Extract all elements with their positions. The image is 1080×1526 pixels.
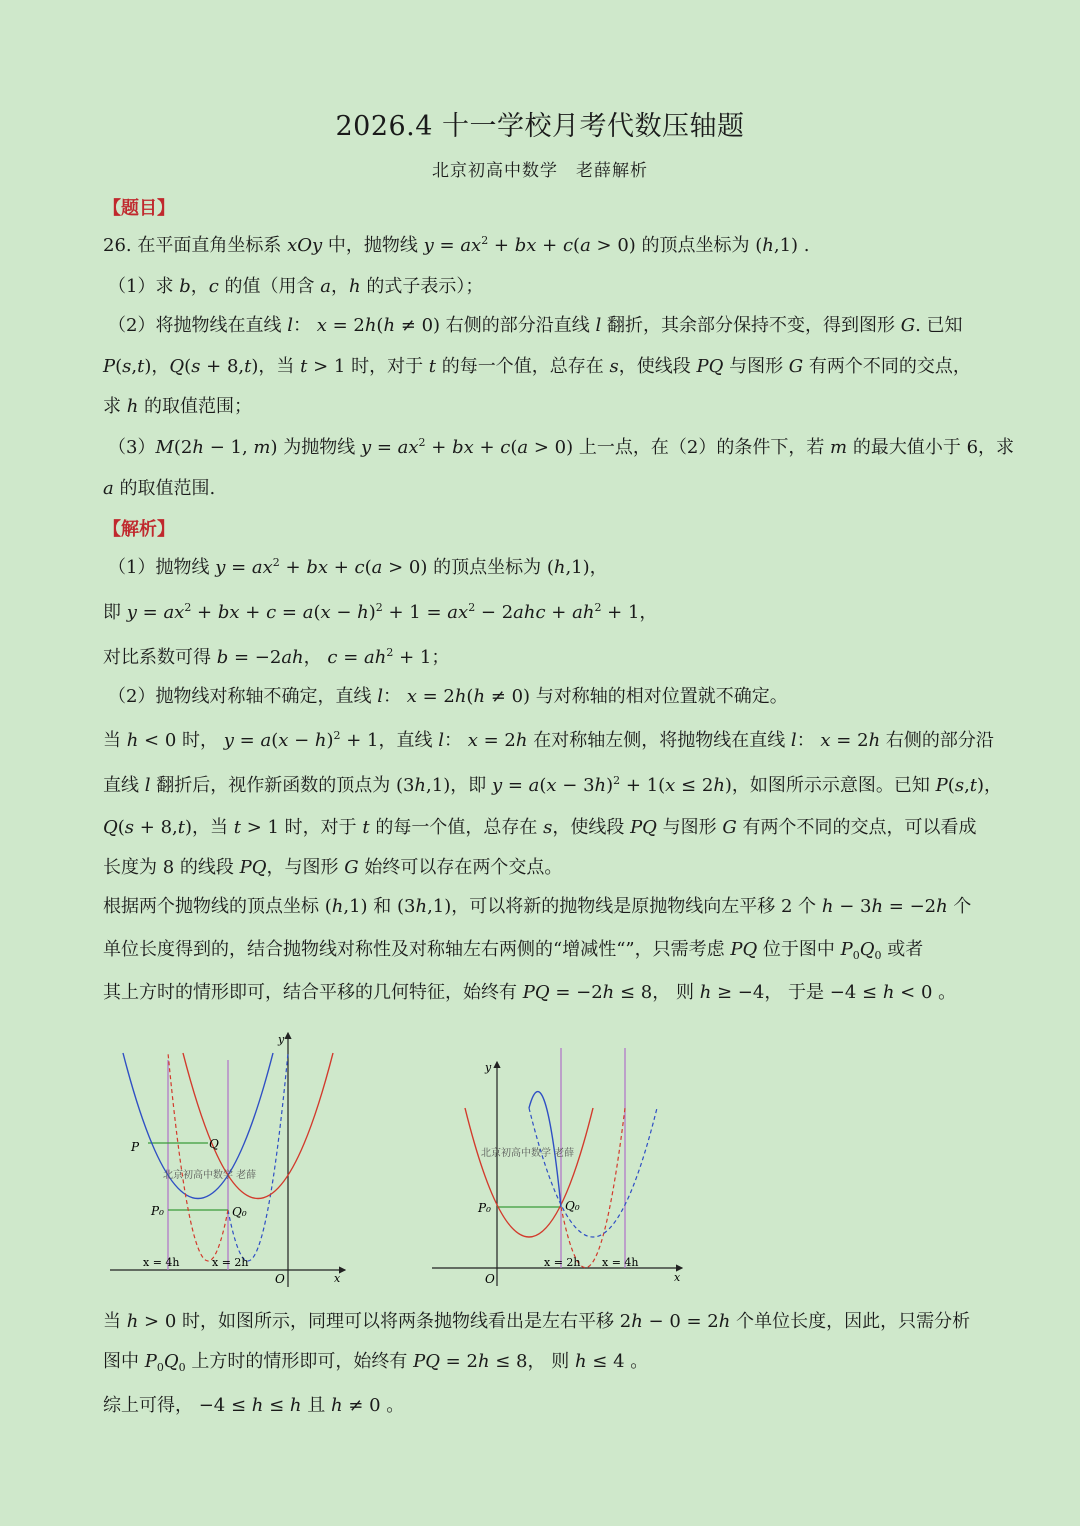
solution-2-line6: 根据两个抛物线的顶点坐标 (h,1) 和 (3h,1)，可以将新的抛物线是原抛物线向左平移 2 个 h − 3h = −2h 个 [103,896,972,917]
y-label: y [485,1061,492,1074]
watermark: 北京初高中数学 老薛 [481,1148,575,1159]
dashed-red-parabola [168,1053,228,1261]
p0-label: P₀ [151,1204,164,1218]
q0-label: Q₀ [565,1199,580,1213]
q0-label: Q₀ [232,1205,247,1219]
solution-2-line1: （2）抛物线对称轴不确定，直线 l： x = 2h(h ≠ 0) 与对称轴的相对位置就不确定。 [108,686,788,707]
solution-2-line7: 单位长度得到的，结合抛物线对称性及对称轴左右两侧的“增减性“”，只需考虑 PQ 位于图中 $P_0Q_0$ 或者 [103,939,924,962]
origin-label: O [485,1272,495,1286]
dashed-blue-parabola [529,1108,657,1237]
question-2-line3: 求 h 的取值范围； [103,396,253,417]
solution-2-conclusion: 综上可得， −4 ≤ h ≤ h 且 h ≠ 0 。 [103,1395,405,1416]
question-3-line1: （3）M(2h − 1, m) 为抛物线 $y = ax^2$ + bx + c(a > 0) 上一点，在（2）的条件下，若 m 的最大值小于 6，求 [108,436,1015,458]
figure-2-graph [430,1040,690,1290]
solution-2-line10: 图中 $P_0Q_0$ 上方时的情形即可，始终有 PQ = 2h ≤ 8， 则 h ≤ 4 。 [103,1351,649,1374]
original-parabola [465,1108,593,1237]
solution-2-line2: 当 h < 0 时， $y = a(x - h)^2 + 1$，直线 l： x = 2h 在对称轴左侧，将抛物线在直线 l： x = 2h 右侧的部分沿 [103,729,994,751]
x-label: x [674,1271,681,1284]
watermark: 北京初高中数学 老薛 [163,1170,257,1181]
solution-1-line2: 即 $y = ax^2$ + bx + $c = a(x - h)^2 + 1 = ax^2 - 2ahc + ah^2 + 1$， [103,601,658,623]
q-label: Q [209,1137,219,1151]
author-subtitle: 北京初高中数学 老薛解析 [432,161,648,181]
solution-2-line5: 长度为 8 的线段 PQ，与图形 G 始终可以存在两个交点。 [103,857,563,878]
question-2-line1: （2）将抛物线在直线 l： x = 2h(h ≠ 0) 右侧的部分沿直线 l 翻折，其余部分保持不变，得到图形 G. 已知 [108,315,963,336]
solution-1-line1: （1）抛物线 $y = ax^2$ + bx + c(a > 0) 的顶点坐标为 (h,1)， [108,556,608,578]
dashed-red-parabola [561,1108,625,1268]
page-title: 2026.4 十一学校月考代数压轴题 [335,111,745,142]
problem-statement: 26. 在平面直角坐标系 xOy 中，抛物线 $y = ax^2$ + bx + c(a > 0) 的顶点坐标为 (h,1) . [103,234,810,256]
figure-1-graph [105,1025,355,1290]
question-2-line2: P(s,t)，Q(s + 8,t)，当 t > 1 时，对于 t 的每一个值，总存在 s，使线段 PQ 与图形 G 有两个不同的交点， [103,356,971,377]
line-2h-label: x = 2h [212,1256,249,1269]
solution-2-line9: 当 h > 0 时，如图所示，同理可以将两条抛物线看出是左右平移 2h − 0 = 2h 个单位长度，因此，只需分析 [103,1311,971,1332]
line-2h-label: x = 2h [544,1256,581,1269]
solution-tag: 【解析】 [103,519,175,540]
solution-2-line8: 其上方时的情形即可，结合平移的几何特征，始终有 PQ = −2h ≤ 8， 则 h ≥ −4， 于是 −4 ≤ h < 0 。 [103,982,957,1003]
solution-2-line4: Q(s + 8,t)，当 t > 1 时，对于 t 的每一个值，总存在 s，使线段 PQ 与图形 G 有两个不同的交点，可以看成 [103,817,977,838]
line-4h-label: x = 4h [602,1256,639,1269]
line-4h-label: x = 4h [143,1256,180,1269]
question-3-line2: a 的取值范围. [103,478,216,499]
p0-label: P₀ [478,1201,491,1215]
dashed-blue-parabola [228,1053,288,1261]
y-label: y [278,1033,285,1046]
problem-tag: 【题目】 [103,198,175,219]
solution-2-line3: 直线 l 翻折后，视作新函数的顶点为 (3h,1)，即 $y = a(x - 3h)^2 + 1(x \le 2h)$，如图所示示意图。已知 P(s,t)， [103,774,1003,796]
question-1: （1）求 b，c 的值（用含 a，h 的式子表示）； [108,276,484,297]
origin-label: O [275,1272,285,1286]
x-label: x [334,1272,341,1285]
p-label: P [131,1140,140,1154]
solution-1-line3: 对比系数可得 b = −2ah， $c = ah^2 + 1$； [103,646,450,668]
